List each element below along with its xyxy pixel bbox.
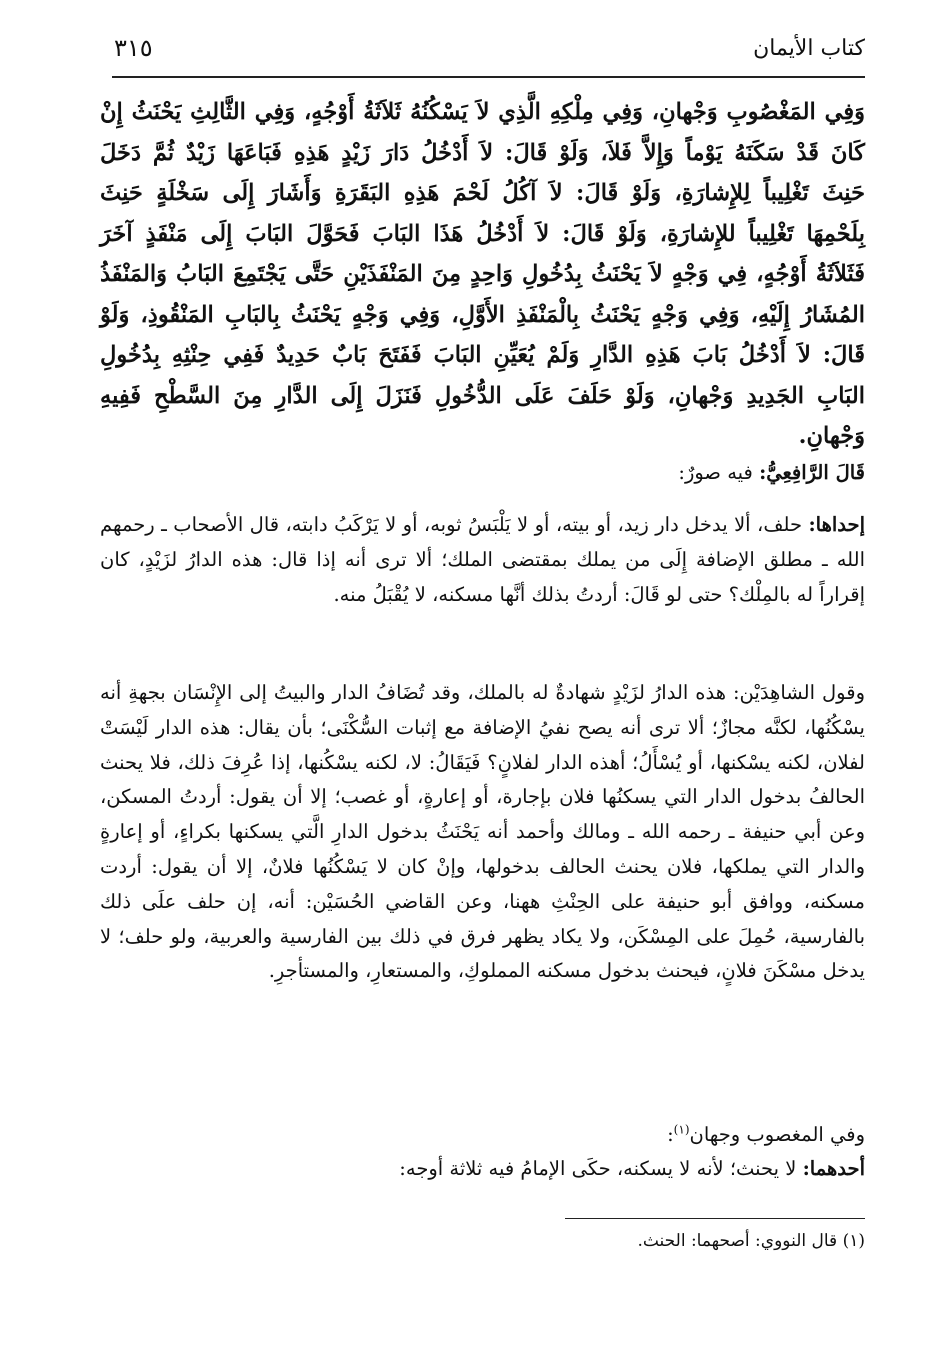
paragraph-2-text: وقول الشاهِدَيْن: هذه الدارُ لزَيْدٍ شهادةٌ له بالملك، وقد تُضَافُ الدار والبيتُ إلى الإِنْسَان بجهةِ أنه يسْكُنُها، لكنَّه مجازٌ؛ ألا ترى أنه يصح نفيُ الإضافة مع إثبات السُّكْنَى؛ بأن يقال: هذه الدار لَيْسَتْ لفلان، لكنه يسْكنها، أو يُسْأَلُ؛ أهذه الدار لفلانٍ؟ فَيَقَالُ: لا، لكنه يسْكُنها، إذا عُرِفَ ذلك، فلا يحنث الحالفُ بدخول الدار التي يسكنُها فلان بإجارة، أو إعارةٍ، أو غصب؛ إلا أن يقول: أردتُ المسكن، وعن أبي حنيفة ـ رحمه الله ـ ومالك وأحمد أنه يَحْنَثُ بدخول الدارِ الَّتي يسكنها بكراءٍ، أو إعارةٍ والدار التي يملكها، فلان يحنث الحالف بدخولها، وإنْ كان لا يَسْكُنُها فلانٌ، إلا أن يقول: أردت مسكنه، ووافق أبو حنيفة على الحِنْثِ ههنا، وعن القاضي الحُسَيْن: أنه، إن حلف علَى ذلك بالفارسية، حُمِلَ على المِسْكَن، ولا يكاد يظهر فرق في ذلك بين الفارسية والعربية، ولو حلف؛ لا يدخل مسْكَنَ فلانٍ، فيحنث بدخول مسكنه المملوكِ، والمستعارِ، والمستأجرِ.: [100, 681, 865, 983]
page-header: [112, 30, 865, 78]
paragraph-3-tail: :: [667, 1123, 674, 1146]
paragraph-4-text: لا يحنث؛ لأنه لا يسكنه، حكَى الإمامُ فيه ثلاثة أوجه:: [399, 1157, 803, 1180]
sharh-intro-lead: قَالَ الرَّافِعِيُّ:: [759, 461, 865, 484]
footnote-divider: [565, 1218, 865, 1219]
sharh-paragraph-2: [100, 676, 865, 989]
paragraph-4-lead: أحدهما:: [802, 1157, 865, 1180]
matn-text: وَفِي المَغْصُوبِ وَجْهانِ، وَفِي مِلْكِهِ الَّذِي لاَ يَسْكُنُهُ ثَلاَثَةُ أَوْجُهٍ، وَفِي الثَّالِثِ يَحْنَثُ إِنْ كَانَ قَدْ سَكَنَهُ يَوْماً وَإِلاَّ فَلاَ، وَلَوْ قَالَ: لاَ أَدْخُلُ دَارَ زَيْدٍ هَذِهِ فَبَاعَهَا زَيْدٌ ثُمَّ دَخَلَ حَنِثَ تَغْلِيباً لِلإِشارَةِ، وَلَوْ قَالَ: لاَ آكُلُ لَحْمَ هَذِهِ البَقَرَةِ وَأَشَارَ إِلَى سَخْلَةٍ حَنِثَ بِلَحْمِهَا تَغْلِيباً للإِشارَةِ، وَلَوْ قَالَ: لاَ أَدْخُلُ هَذَا البَابَ فَحَوَّلَ البَابَ إِلَى مَنْفَذٍ آخَرَ فَثَلاَثَةُ أَوْجُهٍ، فِي وَجْهٍ لاَ يَحْنَثُ بِدُخُولِ وَاحِدٍ مِنَ المَنْفَذَيْنِ حَتَّى يَجْتَمِعَ البَابُ وَالمَنْفَذُ المُشَارُ إِلَيْهِ، وَفِي وَجْهٍ يَحْنَثُ بِالْمَنْفَذِ الأَوَّلِ، وَفِي وَجْهٍ يَحْنَثُ بِالبَابِ المَنْقُوذِ، وَلَوْ قَالَ: لاَ أَدْخُلُ بَابَ هَذِهِ الدَّارِ وَلَمْ يُعَيِّنِ البَابَ فَفَتَحَ بَابٌ حَدِيدٌ فَفِي حِنْثِهِ بِدُخُولِ البَابِ الجَدِيدِ وَجْهانِ، وَلَوْ حَلَفَ عَلَى الدُّخُولِ فَنَزَلَ إِلَى الدَّارِ مِنَ السَّطْحِ فَفِيهِ وَجْهانِ.: [100, 99, 865, 449]
sharh-intro: [100, 456, 865, 491]
paragraph-3-text: وفي المغصوب وجهان: [689, 1123, 865, 1146]
paragraph-1-text: حلف، ألا يدخل دار زيد، أو بيته، أو لا يَلْبَسُ ثوبه، أو لا يَرْكَبُ دابته، قال الأصحاب ـ رحمهم الله ـ مطلق الإضافة إِلَى من يملك بمقتضى الملك؛ ألا ترى أنه إذا قال: هذه الدارُ لزَيْدٍ، كان إقراراً له بالمِلْك؟ حتى لو قَالَ: أردتُ بذلك أنَّها مسكنه، لا يُقْبَلُ منه.: [100, 513, 865, 606]
footnote-marker[interactable]: (١): [673, 1122, 690, 1137]
footnote: (١) قال النووي: أصحهما: الحنث.: [637, 1231, 865, 1251]
sharh-paragraph-3: [100, 1118, 865, 1153]
sharh-paragraph-1: [100, 508, 865, 612]
running-title: كتاب الأيمان: [753, 36, 865, 61]
page-number: ٣١٥: [114, 34, 153, 62]
sharh-paragraph-4: [100, 1152, 865, 1187]
sharh-intro-text: فيه صورٌ:: [678, 461, 760, 484]
paragraph-1-lead: إحداها:: [808, 513, 865, 536]
